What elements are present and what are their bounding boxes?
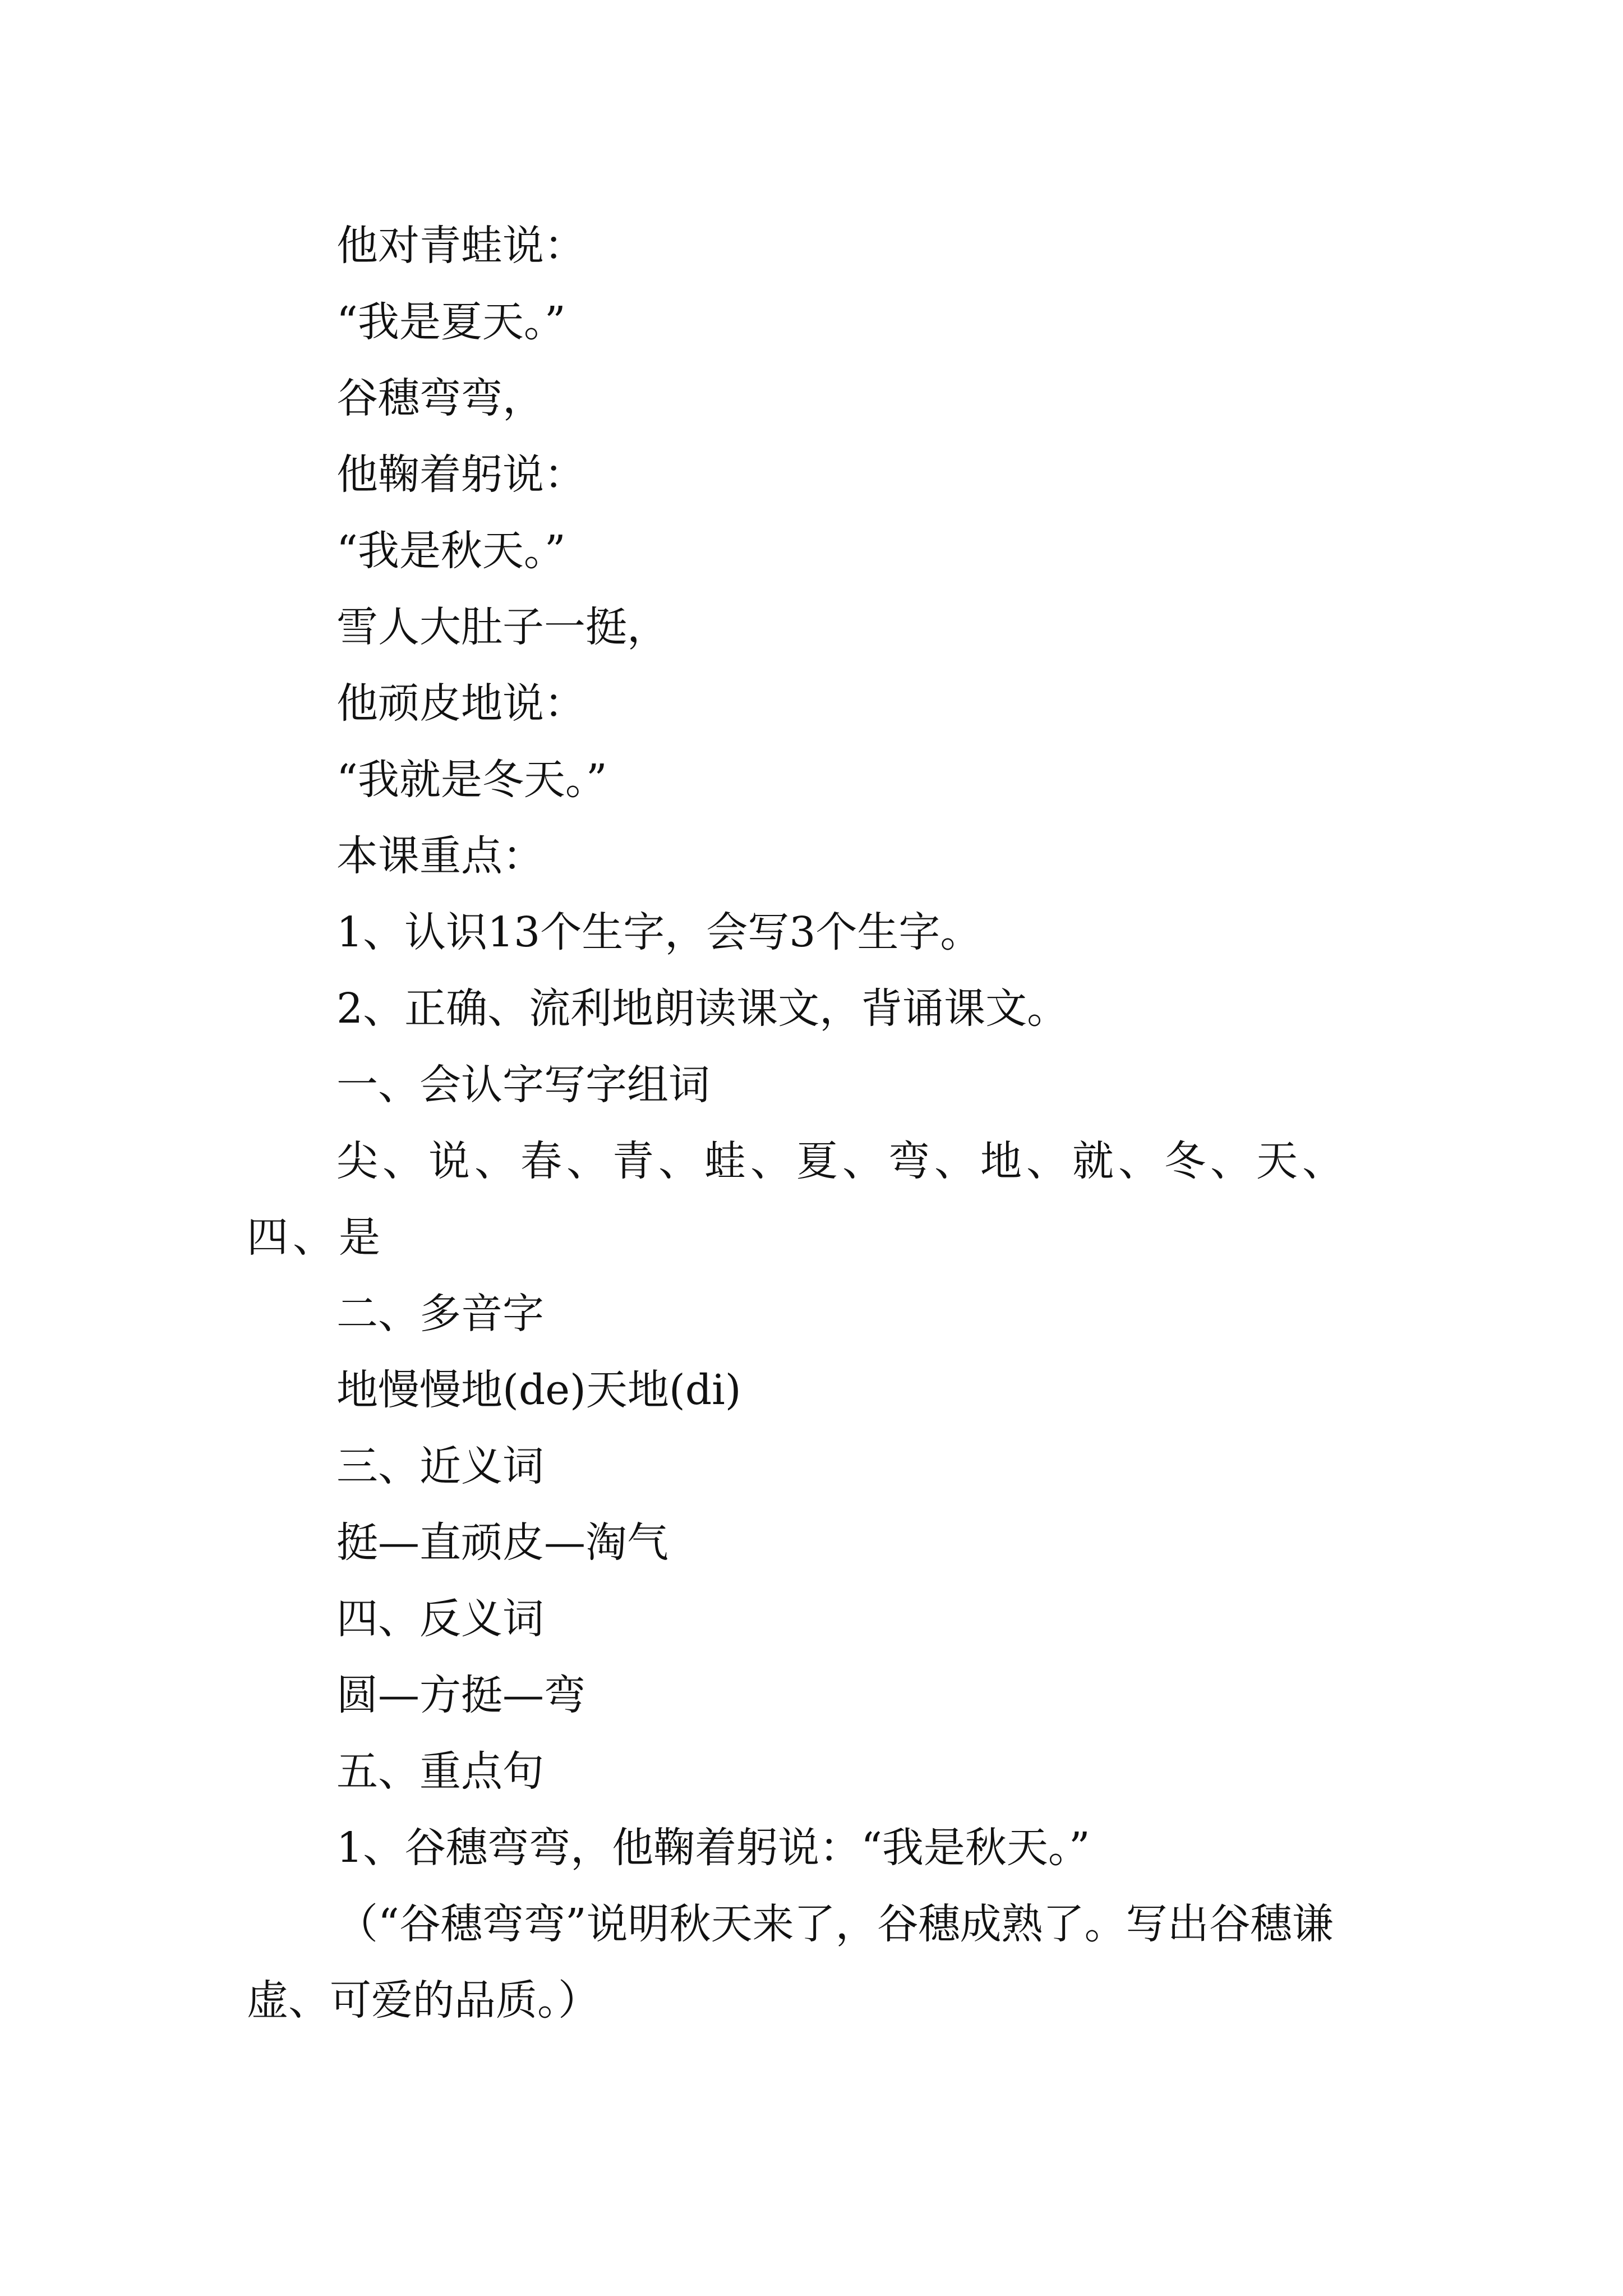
section-heading: 一、会认字写字组词 (336, 1061, 710, 1109)
document-body (247, 208, 1391, 2039)
paragraph: 地慢慢地(de)天地(di) (336, 1366, 741, 1414)
paragraph: 雪人大肚子一挺， (336, 603, 668, 651)
paragraph: （“谷穗弯弯”说明秋天来了，谷穗成熟了。写出谷穗谦虚、可爱的品质。） (247, 1900, 1334, 2024)
section-heading: 本课重点： (336, 832, 544, 880)
section-heading: 五、重点句 (336, 1747, 544, 1796)
paragraph: 1、谷穗弯弯，他鞠着躬说：“我是秋天。” (336, 1824, 1090, 1872)
paragraph: 他鞠着躬说： (336, 450, 585, 499)
section-heading: 四、反义词 (336, 1595, 544, 1643)
paragraph: 他对青蛙说： (336, 222, 585, 270)
paragraph: 圆—方挺—弯 (336, 1671, 585, 1719)
paragraph: 2、正确、流利地朗读课文，背诵课文。 (336, 984, 1069, 1033)
paragraph: 谷穗弯弯， (336, 374, 544, 422)
section-heading: 三、近义词 (336, 1442, 544, 1490)
paragraph: “我是秋天。” (336, 527, 566, 575)
paragraph: “我就是冬天。” (336, 756, 607, 804)
paragraph: 尖、说、春、青、蛙、夏、弯、地、就、冬、天、四、是 (247, 1137, 1348, 1262)
paragraph: 挺—直顽皮—淘气 (336, 1519, 668, 1567)
paragraph: 1、认识13个生字，会写3个生字。 (336, 908, 982, 956)
paragraph: 他顽皮地说： (336, 679, 585, 728)
section-heading: 二、多音字 (336, 1290, 544, 1338)
paragraph: “我是夏天。” (336, 298, 566, 346)
